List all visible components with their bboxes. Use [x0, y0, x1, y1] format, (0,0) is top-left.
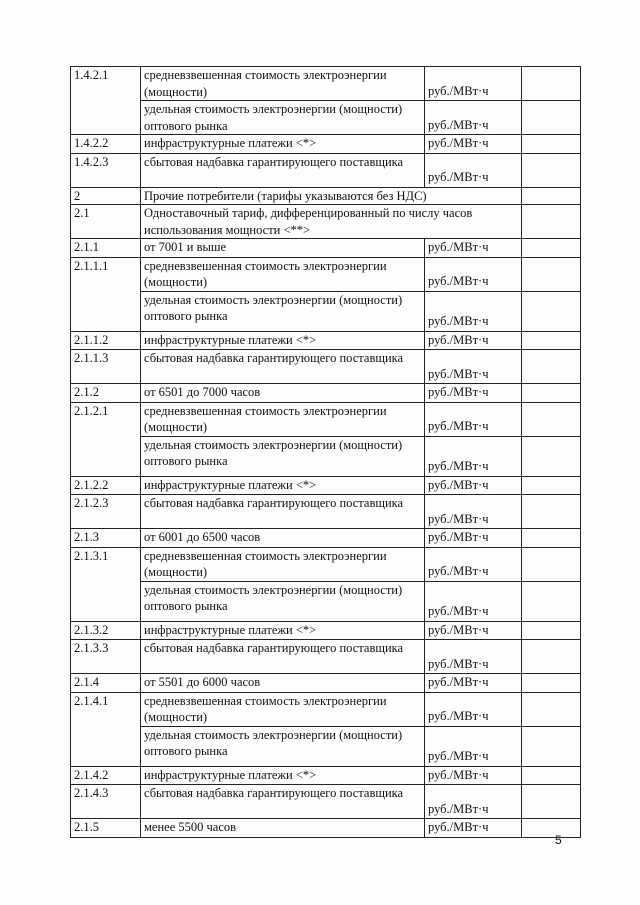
row-value-cell: [522, 436, 581, 476]
table-row: [71, 726, 581, 766]
row-unit-cell: руб./МВт·ч: [425, 331, 522, 350]
row-number-cell: 2.1.1.2: [71, 331, 141, 350]
row-description-cell: средневзвешенная стоимость электроэнергии (мощности): [141, 402, 425, 436]
row-description-cell: менее 5500 часов: [141, 819, 425, 838]
row-unit-cell: руб./МВт·ч: [425, 101, 522, 135]
row-value-cell: [522, 476, 581, 495]
row-value-cell: [522, 621, 581, 640]
row-value-cell: [522, 674, 581, 693]
table-row: [71, 819, 581, 838]
row-unit-cell: руб./МВт·ч: [425, 692, 522, 726]
row-unit-cell: руб./МВт·ч: [425, 291, 522, 331]
row-description-cell: Одноставочный тариф, дифференцированный по числу часов использования мощности <**>: [141, 205, 522, 239]
row-number-cell: 2.1.2.1: [71, 402, 141, 476]
row-description-cell: сбытовая надбавка гарантирующего поставщика: [141, 495, 425, 529]
row-number-cell: 2.1.1.1: [71, 257, 141, 331]
row-number-cell: 2.1.3: [71, 529, 141, 548]
row-number-cell: 2.1.5: [71, 819, 141, 838]
row-value-cell: [522, 819, 581, 838]
row-number-cell: 1.4.2.1: [71, 67, 141, 135]
row-unit-cell: руб./МВт·ч: [425, 819, 522, 838]
table-row: [71, 581, 581, 621]
row-unit-cell: руб./МВт·ч: [425, 350, 522, 384]
row-value-cell: [522, 331, 581, 350]
row-description-cell: сбытовая надбавка гарантирующего поставщика: [141, 640, 425, 674]
page-number: 5: [555, 833, 562, 847]
row-number-cell: 2.1.3.3: [71, 640, 141, 674]
row-unit-cell: руб./МВт·ч: [425, 495, 522, 529]
row-description-cell: от 6501 до 7000 часов: [141, 384, 425, 403]
row-number-cell: 2.1: [71, 205, 141, 239]
table-row: [71, 547, 581, 581]
row-description-cell: удельная стоимость электроэнергии (мощности) оптового рынка: [141, 581, 425, 621]
row-number-cell: 2.1.2: [71, 384, 141, 403]
row-unit-cell: руб./МВт·ч: [425, 476, 522, 495]
table-row: [71, 785, 581, 819]
row-number-cell: 2: [71, 187, 141, 205]
table-row: [71, 674, 581, 693]
row-value-cell: [522, 291, 581, 331]
row-value-cell: [522, 153, 581, 187]
table-row: [71, 529, 581, 548]
row-unit-cell: руб./МВт·ч: [425, 621, 522, 640]
row-value-cell: [522, 402, 581, 436]
row-description-cell: удельная стоимость электроэнергии (мощности) оптового рынка: [141, 291, 425, 331]
row-value-cell: [522, 529, 581, 548]
row-unit-cell: руб./МВт·ч: [425, 581, 522, 621]
row-unit-cell: руб./МВт·ч: [425, 135, 522, 154]
table-row: [71, 67, 581, 101]
row-description-cell: от 5501 до 6000 часов: [141, 674, 425, 693]
row-value-cell: [522, 67, 581, 101]
row-value-cell: [522, 785, 581, 819]
row-number-cell: 2.1.3.1: [71, 547, 141, 621]
row-number-cell: 2.1.2.2: [71, 476, 141, 495]
table-row: [71, 476, 581, 495]
row-number-cell: 2.1.4.3: [71, 785, 141, 819]
table-row: [71, 350, 581, 384]
table-row: [71, 187, 581, 205]
table-row: [71, 205, 581, 239]
table-row: [71, 402, 581, 436]
row-number-cell: 1.4.2.3: [71, 153, 141, 187]
row-unit-cell: руб./МВт·ч: [425, 153, 522, 187]
row-description-cell: инфраструктурные платежи <*>: [141, 135, 425, 154]
row-unit-cell: руб./МВт·ч: [425, 402, 522, 436]
row-unit-cell: руб./МВт·ч: [425, 640, 522, 674]
row-number-cell: 2.1.2.3: [71, 495, 141, 529]
table-row: [71, 436, 581, 476]
row-value-cell: [522, 766, 581, 785]
row-description-cell: средневзвешенная стоимость электроэнергии (мощности): [141, 67, 425, 101]
row-description-cell: удельная стоимость электроэнергии (мощности) оптового рынка: [141, 436, 425, 476]
row-unit-cell: руб./МВт·ч: [425, 674, 522, 693]
row-unit-cell: руб./МВт·ч: [425, 726, 522, 766]
row-description-cell: от 7001 и выше: [141, 239, 425, 258]
table-row: [71, 135, 581, 154]
row-description-cell: удельная стоимость электроэнергии (мощности) оптового рынка: [141, 101, 425, 135]
row-value-cell: [522, 239, 581, 258]
row-description-cell: инфраструктурные платежи <*>: [141, 331, 425, 350]
row-unit-cell: руб./МВт·ч: [425, 766, 522, 785]
table-row: [71, 257, 581, 291]
row-value-cell: [522, 257, 581, 291]
tariff-table-body: [71, 67, 581, 838]
row-description-cell: от 6001 до 6500 часов: [141, 529, 425, 548]
table-row: [71, 766, 581, 785]
row-number-cell: 2.1.4: [71, 674, 141, 693]
row-unit-cell: руб./МВт·ч: [425, 547, 522, 581]
tariff-table: [70, 66, 581, 838]
row-description-cell: средневзвешенная стоимость электроэнергии (мощности): [141, 547, 425, 581]
table-row: [71, 239, 581, 258]
row-number-cell: 1.4.2.2: [71, 135, 141, 154]
row-unit-cell: руб./МВт·ч: [425, 384, 522, 403]
table-row: [71, 153, 581, 187]
row-unit-cell: руб./МВт·ч: [425, 529, 522, 548]
row-value-cell: [522, 495, 581, 529]
row-description-cell: инфраструктурные платежи <*>: [141, 766, 425, 785]
row-number-cell: 2.1.4.1: [71, 692, 141, 766]
table-row: [71, 384, 581, 403]
row-number-cell: 2.1.3.2: [71, 621, 141, 640]
row-unit-cell: руб./МВт·ч: [425, 67, 522, 101]
row-value-cell: [522, 547, 581, 581]
row-description-cell: Прочие потребители (тарифы указываются без НДС): [141, 187, 522, 205]
table-row: [71, 621, 581, 640]
table-row: [71, 331, 581, 350]
table-row: [71, 291, 581, 331]
table-row: [71, 495, 581, 529]
table-row: [71, 640, 581, 674]
row-description-cell: сбытовая надбавка гарантирующего поставщика: [141, 350, 425, 384]
row-value-cell: [522, 581, 581, 621]
row-value-cell: [522, 726, 581, 766]
row-value-cell: [522, 640, 581, 674]
row-number-cell: 2.1.4.2: [71, 766, 141, 785]
row-unit-cell: руб./МВт·ч: [425, 239, 522, 258]
row-number-cell: 2.1.1: [71, 239, 141, 258]
table-row: [71, 101, 581, 135]
row-description-cell: средневзвешенная стоимость электроэнергии (мощности): [141, 257, 425, 291]
row-value-cell: [522, 350, 581, 384]
row-value-cell: [522, 187, 581, 205]
row-unit-cell: руб./МВт·ч: [425, 436, 522, 476]
row-unit-cell: руб./МВт·ч: [425, 257, 522, 291]
table-row: [71, 692, 581, 726]
row-description-cell: сбытовая надбавка гарантирующего поставщика: [141, 153, 425, 187]
row-value-cell: [522, 692, 581, 726]
row-value-cell: [522, 135, 581, 154]
row-value-cell: [522, 384, 581, 403]
row-unit-cell: руб./МВт·ч: [425, 785, 522, 819]
row-description-cell: инфраструктурные платежи <*>: [141, 621, 425, 640]
row-value-cell: [522, 205, 581, 239]
row-value-cell: [522, 101, 581, 135]
row-number-cell: 2.1.1.3: [71, 350, 141, 384]
row-description-cell: инфраструктурные платежи <*>: [141, 476, 425, 495]
row-description-cell: удельная стоимость электроэнергии (мощности) оптового рынка: [141, 726, 425, 766]
row-description-cell: средневзвешенная стоимость электроэнергии (мощности): [141, 692, 425, 726]
row-description-cell: сбытовая надбавка гарантирующего поставщика: [141, 785, 425, 819]
